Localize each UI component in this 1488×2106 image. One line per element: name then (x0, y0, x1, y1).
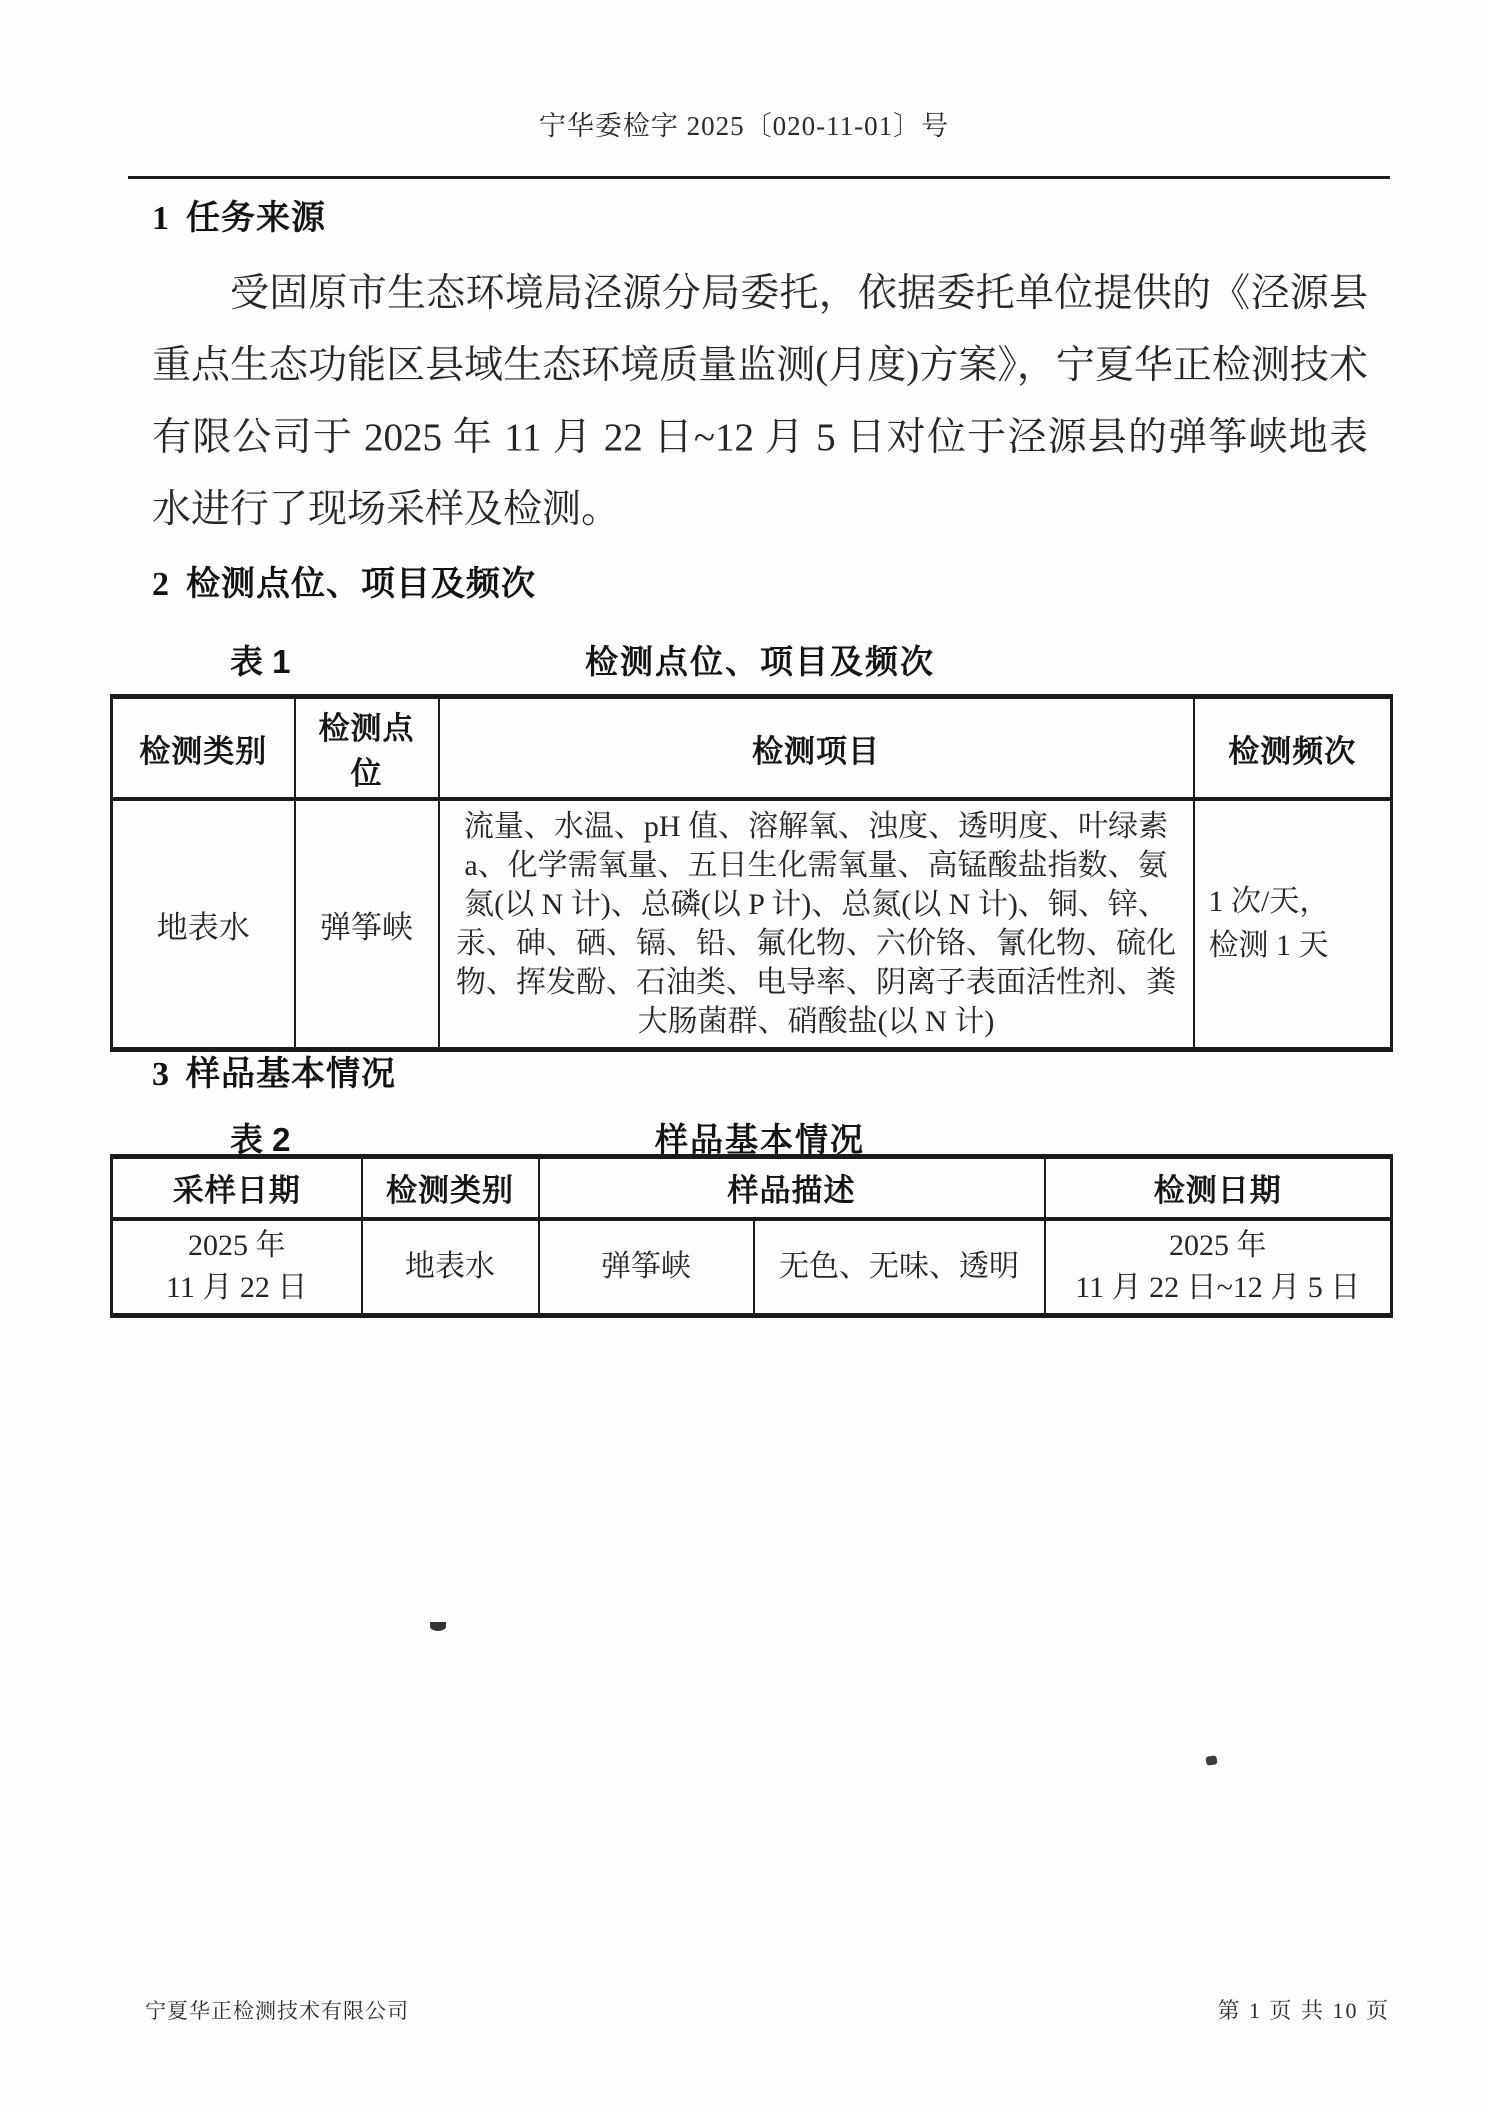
section-1-label: 任务来源 (186, 199, 326, 237)
table1-cell-site: 弹筝峡 (295, 799, 439, 1050)
table1-caption (130, 636, 1390, 680)
table1-cell-frequency (1194, 799, 1392, 1050)
section-2-label: 检测点位、项目及频次 (186, 565, 536, 603)
table2-cell-sampling-date (112, 1219, 362, 1316)
table1-caption-title: 检测点位、项目及频次 (585, 643, 935, 680)
table2-caption-label: 表 2 (230, 1121, 291, 1158)
table2-sampling-date-line1: 2025 年 (188, 1228, 286, 1262)
scan-artifact-speck (430, 1622, 446, 1631)
table1-cell-category: 地表水 (112, 799, 295, 1050)
table2-cell-description: 无色、无味、透明 (754, 1219, 1045, 1316)
scan-artifact-speck (1205, 1755, 1217, 1765)
table1-header-row (112, 697, 1392, 800)
document-number: 宁华委检字 2025〔020-11-01〕号 (538, 111, 950, 141)
table2-cell-category: 地表水 (362, 1219, 539, 1316)
table2 (110, 1154, 1393, 1318)
table2-header-category: 检测类别 (362, 1157, 539, 1219)
section-1-title (152, 190, 326, 239)
table1-header-category: 检测类别 (112, 697, 295, 800)
table1-caption-label: 表 1 (230, 643, 291, 680)
footer-company-name: 宁夏华正检测技术有限公司 (145, 2000, 409, 2023)
table1-data-row (112, 799, 1392, 1050)
section-2-number: 2 (152, 566, 170, 603)
section-3-title (152, 1046, 396, 1095)
table2-cell-site: 弹筝峡 (539, 1219, 754, 1316)
section-1-number: 1 (152, 200, 170, 237)
table2-data-row (112, 1219, 1392, 1316)
table2-header-row (112, 1157, 1392, 1219)
table2-test-date-line1: 2025 年 (1169, 1228, 1267, 1262)
table2-test-date-line2: 11 月 22 日~12 月 5 日 (1075, 1270, 1361, 1304)
header-divider (128, 176, 1390, 179)
footer-page-number: 第 1 页 共 10 页 (1217, 1998, 1390, 2023)
table2-caption-title: 样品基本情况 (655, 1121, 865, 1158)
table1-frequency-line2: 检测 1 天 (1208, 929, 1329, 962)
table2-header-sampling-date: 采样日期 (112, 1157, 362, 1219)
table1-header-items: 检测项目 (439, 697, 1194, 800)
table2-cell-test-date (1045, 1219, 1392, 1316)
table2-header-test-date: 检测日期 (1045, 1157, 1392, 1219)
table2-sampling-date-line2: 11 月 22 日 (166, 1270, 308, 1304)
section-2-title (152, 556, 536, 605)
page-footer (145, 1994, 1390, 2025)
section-3-number: 3 (152, 1056, 170, 1093)
table1-header-frequency: 检测频次 (1194, 697, 1392, 800)
table2-header-description: 样品描述 (539, 1157, 1045, 1219)
table1-header-site: 检测点位 (295, 697, 439, 800)
table1 (110, 694, 1393, 1052)
section-3-label: 样品基本情况 (186, 1055, 396, 1093)
table2-caption (130, 1114, 1390, 1158)
section-1-paragraph: 受固原市生态环境局泾源分局委托，依据委托单位提供的《泾源县重点生态功能区县域生态环境质量监测(月度)方案》，宁夏华正检测技术有限公司于 2025 年 11 月 22 日~12 月 5 日对位于泾源县的弹筝峡地表水进行了现场采样及检测。 (152, 272, 1368, 531)
table1-frequency-line1: 1 次/天， (1208, 885, 1330, 918)
table1-cell-items: 流量、水温、pH 值、溶解氧、浊度、透明度、叶绿素 a、化学需氧量、五日生化需氧量、高锰酸盐指数、氨氮(以 N 计)、总磷(以 P 计)、总氮(以 N 计)、铜、锌、汞、砷、硒、镉、铅、氟化物、六价铬、氰化物、硫化物、挥发酚、石油类、电导率、阴离子表面活性剂、粪大肠菌群、硝酸盐(以 N 计) (439, 799, 1194, 1050)
